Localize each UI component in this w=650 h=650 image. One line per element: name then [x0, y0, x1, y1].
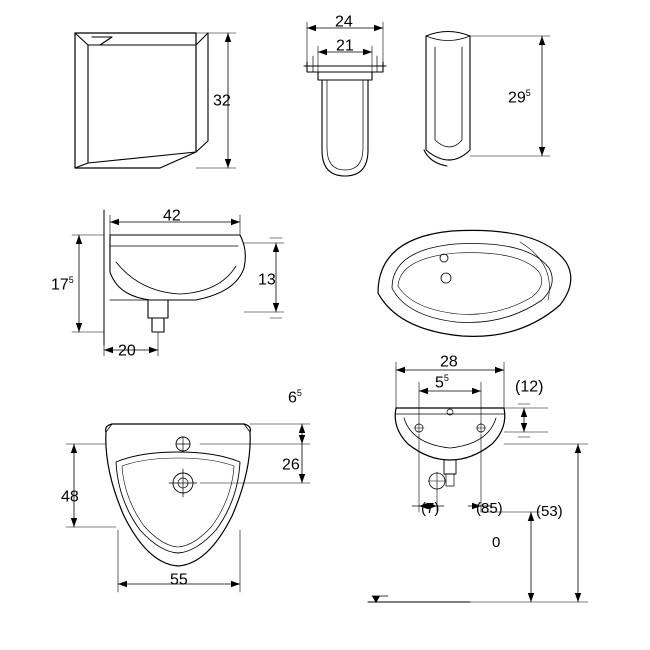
- basin-elevation-view: [368, 362, 588, 603]
- dimension-26: 48: [61, 488, 79, 506]
- dimension-6-5: $6^5$: [288, 388, 302, 407]
- dimension-21: 21: [336, 37, 354, 55]
- dimension-13-5: 26: [282, 456, 300, 474]
- dimension-5-5: (12): [515, 378, 544, 396]
- dimension-53: 0: [492, 534, 501, 551]
- dimension-28: $5^5$: [435, 373, 449, 392]
- basin-plan-view: [66, 424, 310, 592]
- side-perspective-view: [75, 33, 236, 168]
- basin-perspective-view: [378, 230, 571, 336]
- trap-side-view: [424, 32, 550, 167]
- dimension-13: 13: [258, 271, 276, 289]
- dimension-48: 55: [170, 571, 188, 589]
- dimension-55: 28: [440, 353, 458, 371]
- dimension-85: (53): [536, 503, 563, 520]
- dimension-29-5: $29^5$: [508, 88, 531, 107]
- dimension-20: 20: [118, 342, 136, 360]
- dimension-12: (7): [421, 500, 440, 517]
- dimension-32: 32: [213, 92, 231, 110]
- dimension-24: 24: [335, 13, 353, 31]
- dimension-17-5: $17^5$: [51, 275, 74, 294]
- basin-section-view: [72, 210, 284, 356]
- dimension-7: (85): [476, 500, 503, 517]
- dimension-42: 42: [163, 207, 181, 225]
